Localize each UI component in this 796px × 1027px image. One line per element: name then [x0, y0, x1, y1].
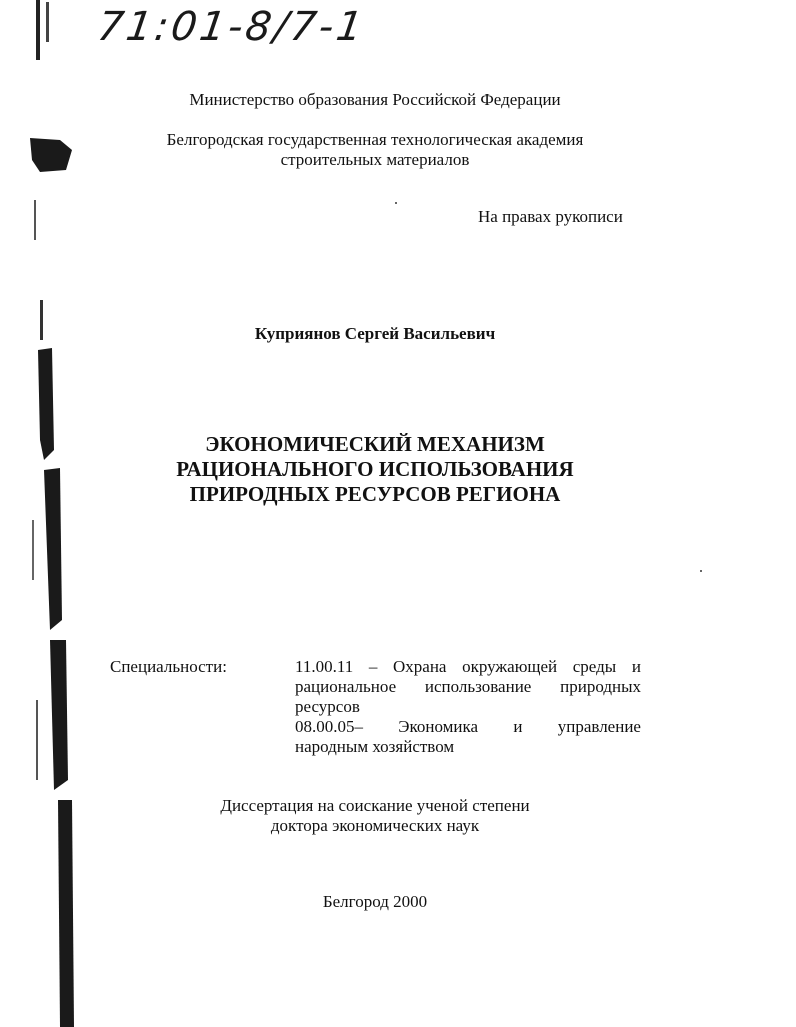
dissertation-degree-line1: Диссертация на соискание ученой степени [220, 796, 530, 815]
ministry-name: Министерство образования Российской Федерации [189, 90, 561, 109]
specialty-2-word: управление [557, 717, 641, 736]
specialty-2-line1 [295, 717, 641, 737]
academy-name-line2: строительных материалов [280, 150, 470, 169]
city-year: Белгород 2000 [322, 892, 428, 911]
specialty-2-word: Экономика [398, 717, 479, 736]
specialty-1-line1 [295, 657, 641, 677]
author-name: Куприянов Сергей Васильевич [254, 324, 496, 343]
specialty-1-word: Охрана [393, 657, 447, 676]
specialties-label: Специальности: [110, 657, 227, 676]
specialty-1-code: 11.00.11 [295, 657, 354, 676]
scan-speck [395, 202, 397, 204]
dissertation-title-line3: ПРИРОДНЫХ РЕСУРСОВ РЕГИОНА [189, 482, 561, 506]
specialty-2-line2: народным хозяйством [295, 737, 455, 756]
specialty-1-line3: ресурсов [295, 697, 360, 716]
dissertation-degree-line2: доктора экономических наук [270, 816, 480, 835]
specialty-1-word: окружающей [462, 657, 558, 676]
specialty-1 [295, 657, 641, 717]
specialty-1-word: рациональное [295, 677, 397, 696]
academy-name-line1: Белгородская государственная технологическая академия [166, 130, 584, 149]
specialty-1-word: среды [572, 657, 617, 676]
specialty-1-word: использование [424, 677, 532, 696]
specialty-1-word: природных [560, 677, 641, 696]
specialty-2 [295, 717, 641, 757]
scan-speck [700, 570, 702, 572]
specialty-2-code: 08.00.05– [295, 717, 363, 736]
dissertation-title-line1: ЭКОНОМИЧЕСКИЙ МЕХАНИЗМ [205, 432, 545, 456]
specialty-2-word: и [513, 717, 523, 736]
handwritten-catalog-code: 71:01-8/7-1 [94, 4, 369, 50]
dissertation-title-line2: РАЦИОНАЛЬНОГО ИСПОЛЬЗОВАНИЯ [176, 457, 574, 481]
specialty-1-dash: – [368, 657, 378, 676]
manuscript-rights-note: На правах рукописи [478, 207, 623, 226]
specialty-1-line2 [295, 677, 641, 697]
specialty-1-word: и [631, 657, 641, 676]
